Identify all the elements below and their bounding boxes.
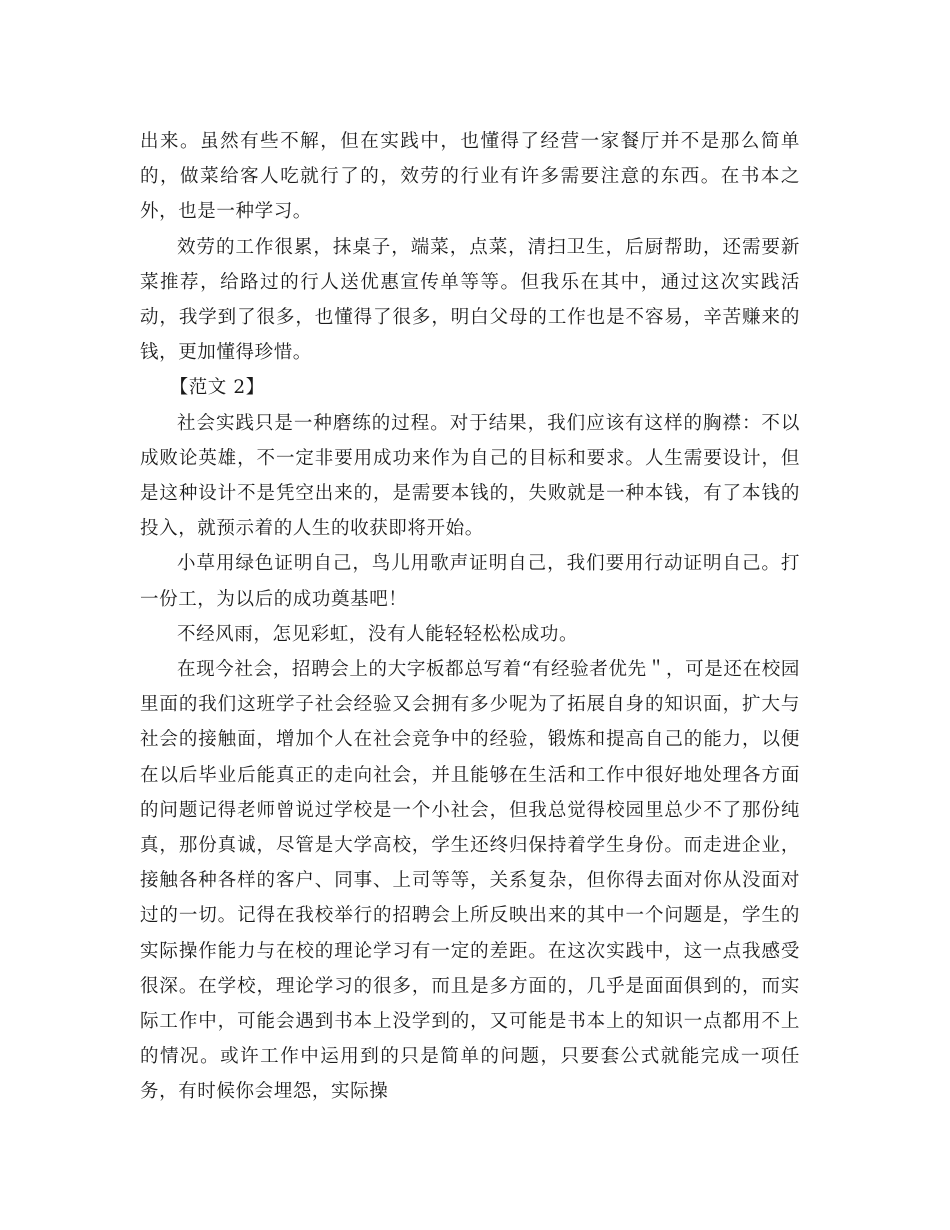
paragraph-service-work: 效劳的工作很累，抹桌子，端菜，点菜，清扫卫生，后厨帮助，还需要新菜推荐，给路过的行人送优惠宣传单等等。但我乐在其中，通过这次实践活动，我学到了很多，也懂得了很多，明白父母的工作也是不容易，辛苦赚来的钱，更加懂得珍惜。: [140, 236, 800, 364]
paragraph-continuation: 出来。虽然有些不解，但在实践中，也懂得了经营一家餐厅并不是那么简单的，做菜给客人吃就行了的，效劳的行业有许多需要注意的东西。在书本之外，也是一种学习。: [140, 131, 800, 223]
paragraph-prove-yourself: 小草用绿色证明自己，鸟儿用歌声证明自己，我们要用行动证明自己。打一份工，为以后的成功奠基吧！: [140, 553, 800, 610]
paragraph-social-practice: 社会实践只是一种磨练的过程。对于结果，我们应该有这样的胸襟：不以成败论英雄，不一定非要用成功来作为自己的目标和要求。人生需要设计，但是这种设计不是凭空出来的，是需要本钱的，失败就是一种本钱，有了本钱的投入，就预示着的人生的收获即将开始。: [140, 412, 800, 540]
paragraph-experience: 在现今社会，招聘会上的大字板都总写着“有经验者优先＂，可是还在校园里面的我们这班学子社会经验又会拥有多少呢为了拓展自身的知识面，扩大与社会的接触面，增加个人在社会竞争中的经验，锻炼和提高自己的能力，以便在以后毕业后能真正的走向社会，并且能够在生活和工作中很好地处理各方面的问题记得老师曾说过学校是一个小社会，但我总觉得校园里总少不了那份纯真，那份真诚，尽管是大学高校，学生还终归保持着学生身份。而走进企业，接触各种各样的客户、同事、上司等等，关系复杂，但你得去面对你从没面对过的一切。记得在我校举行的招聘会上所反映出来的其中一个问题是，学生的实际操作能力与在校的理论学习有一定的差距。在这次实践中，这一点我感受很深。在学校，理论学习的很多，而且是多方面的，几乎是面面俱到的，而实际工作中，可能会遇到书本上没学到的，又可能是书本上的知识一点都用不上的情况。或许工作中运用到的只是简单的问题，只要套公式就能完成一项任务，有时候你会埋怨，实际操: [140, 659, 800, 1103]
paragraph-rainbow: 不经风雨，怎见彩虹，没有人能轻轻松松成功。: [177, 623, 579, 645]
section-heading-sample-2: 【范文 2】: [169, 377, 265, 399]
document-body: [140, 124, 800, 1110]
